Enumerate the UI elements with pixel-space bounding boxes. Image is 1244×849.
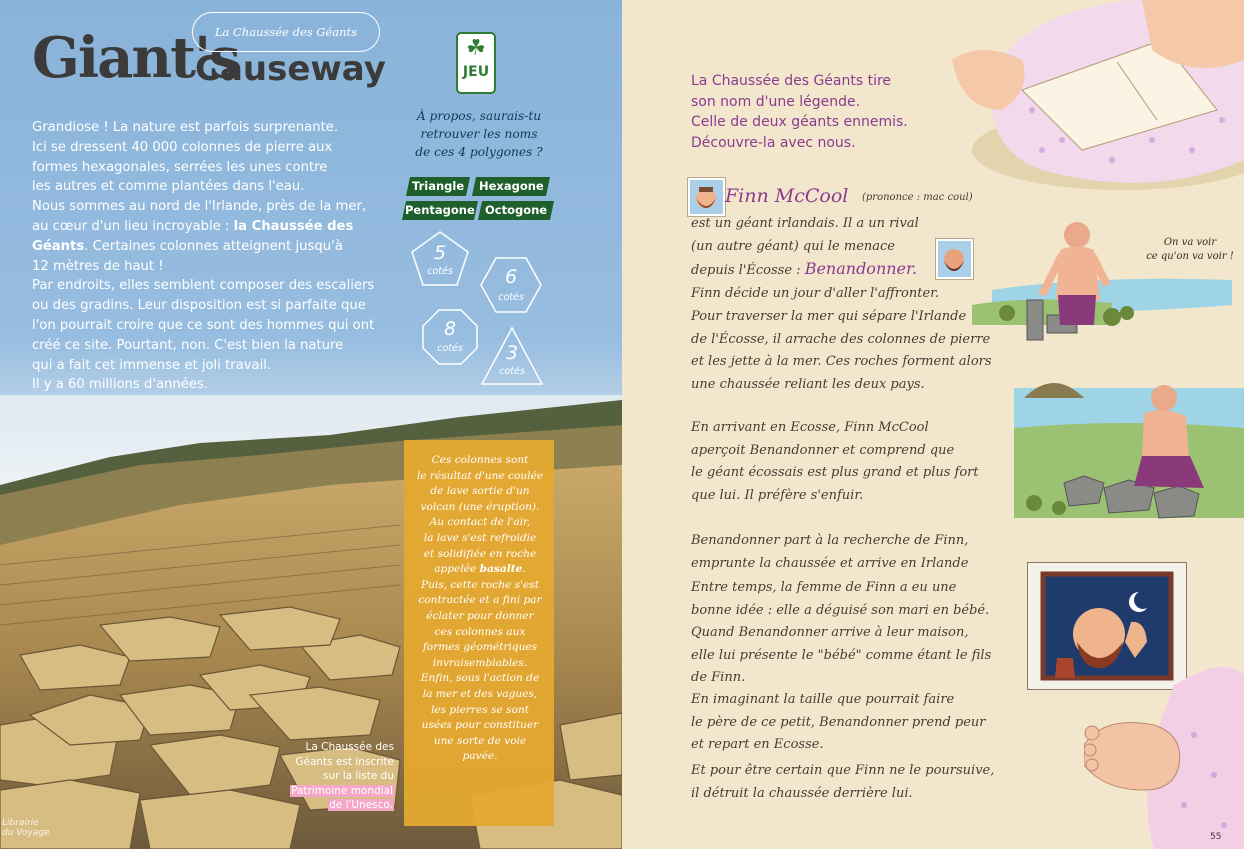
text-line: est un géant irlandais. Il a un rival [691,216,919,231]
caption-line: sur la liste du [322,770,394,782]
text-line: En arrivant en Ecosse, Finn McCool [691,420,929,435]
text-line: bonne idée : elle a déguisé son mari en bébé. [691,602,990,618]
paragraph-7 [691,760,994,805]
text-line: Et pour être certain que Finn ne le poursuive, [691,763,995,778]
box-line: de lave sortie d'un [430,485,530,498]
text-line: (un autre géant) qui le menace [691,238,895,254]
text-line: depuis l'Écosse : [691,263,805,278]
game-badge [456,32,496,94]
triangle-shape [480,326,544,386]
shape-number: 5 [433,242,447,264]
text-line: Entre temps, la femme de Finn a eu une [691,580,957,595]
text-line: En imaginant la taille que pourrait faire [691,692,955,707]
title-giant: Giant's [32,25,239,91]
intro-line: ou des gradins. Leur disposition est si parfaite que [32,298,366,314]
intro-line: . Certaines colonnes atteignent jusqu'à [84,238,343,254]
intro-line: Ici se dressent 40 000 colonnes de pierre aux [32,139,333,155]
shape-number: 8 [443,318,457,340]
watermark [2,818,50,838]
paragraph-2 [691,306,992,396]
legend-line: Découvre-la avec nous. [691,134,856,151]
text-line: une chaussée reliant les deux pays. [691,376,925,392]
finn-fleeing-illustration [1014,368,1244,533]
box-line: Au contact de l'air, [429,516,531,529]
text-line: il détruit la chaussée derrière lui. [691,785,913,801]
box-line: . [522,563,526,576]
paragraph-3 [691,417,979,507]
shape-label: cotés [427,266,453,277]
finn-intro-paragraph [691,213,939,305]
tag-label: Hexagone [478,179,544,193]
intro-line: Nous sommes au nord de l'Irlande, près de la mer, [32,199,367,215]
basalt-info-text [410,453,550,765]
box-line: formes géométriques [422,641,538,654]
box-line: éclater pour donner [426,609,534,622]
box-line: Puis, cette roche s'est [420,578,539,591]
text-line: de Finn. [691,670,746,685]
mother-reading-illustration [912,0,1244,200]
caption-highlight: de l'Unesco. [329,799,393,811]
text-line: le géant écossais est plus grand et plus fort [691,465,979,480]
subtitle-bubble: La Chaussée des Géants [192,12,380,52]
pentagon-shape [409,230,471,288]
tag-label: Octogone [484,203,548,217]
question-line: de ces 4 polygones ? [415,145,543,159]
text-line: emprunte la chaussée et arrive en Irlande [691,555,969,571]
box-line: les pierres se sont [430,703,530,716]
intro-bold: la Chaussée des [233,218,354,234]
text-line: le père de ce petit, Benandonner prend peur [691,714,986,730]
text-line: et repart en Ecosse. [691,737,824,752]
text-line: Quand Benandonner arrive à leur maison, [691,625,969,640]
octagon-shape [421,308,479,366]
intro-line: Il y a 60 millions d'années. [32,377,209,393]
legend-line: Celle de deux géants ennemis. [691,114,908,130]
baby-foot-illustration [1084,655,1244,849]
paragraph-5 [691,577,991,690]
box-bold: basalte [479,563,523,576]
intro-text [32,118,402,395]
text-line: Pour traverser la mer qui sépare l'Irlande [691,309,967,324]
legend-line: La Chaussée des Géants tire [691,73,892,89]
finn-throwing-stones-illustration [972,205,1244,350]
watermark-line: du Voyage [2,828,50,838]
box-line: une sorte de voie [433,734,527,747]
text-line: et les jette à la mer. Ces roches forment alors [691,354,992,369]
intro-line: 12 mètres de haut ! [32,258,164,274]
shape-number: 6 [504,266,518,288]
intro-line: créé ce site. Pourtant, non. C'est bien la nature [32,337,344,353]
text-line: Finn décide un jour d'aller l'affronter. [691,285,940,301]
intro-line: l'on pourrait croire que ce sont des hommes qui ont [32,317,375,333]
box-line: appelée [434,563,480,576]
tag-label: Triangle [411,179,465,193]
shape-label: cotés [499,366,525,377]
question-line: À propos, saurais-tu [416,109,542,123]
speech-bubble [1134,236,1244,264]
intro-line: Par endroits, elles semblent composer des escaliers [32,278,375,294]
benandonner-name: Benandonner. [804,259,917,278]
pronunciation: (prononce : mac coul) [862,192,973,203]
tag-label: Pentagone [405,203,475,217]
intro-line: Grandiose ! La nature est parfois surprenante. [32,120,339,135]
finn-name: Finn McCool [725,185,849,207]
text-line: Benandonner part à la recherche de Finn, [691,533,969,548]
intro-line: qui a fait cet immense et joli travail. [32,357,272,373]
legend-intro [691,71,908,153]
game-question [402,107,556,161]
box-line: la lave s'est refroidie [423,531,537,544]
tag-hexagone [472,177,550,196]
box-line: la mer et des vagues, [422,687,538,700]
box-line: ces colonnes aux [434,625,526,638]
finn-portrait [688,178,725,216]
game-label: JEU [462,64,490,80]
caption-line: La Chaussée des [305,741,394,753]
box-line: Ces colonnes sont [431,454,529,466]
right-page [622,0,1244,849]
shape-label: cotés [498,292,524,303]
title-causeway: Causeway [195,49,386,89]
question-line: retrouver les noms [420,127,538,141]
paragraph-6 [691,689,986,757]
shape-label: cotés [437,343,463,354]
caption-highlight: Patrimoine mondial [291,784,393,797]
legend-line: son nom d'une légende. [691,93,861,110]
box-line: pavée. [462,750,498,763]
page-number: 55 [1210,832,1222,842]
watermark-line: Librairie [2,818,39,828]
text-line: aperçoit Benandonner et comprend que [691,442,955,458]
box-line: Enfin, sous l'action de [420,672,540,685]
paragraph-4 [691,530,968,575]
intro-line: les autres et comme plantées dans l'eau. [32,179,305,195]
text-line: elle lui présente le "bébé" comme étant le fils [691,647,992,663]
box-line: invraisemblables. [432,656,528,669]
hexagon-shape [479,256,543,314]
speech-line: ce qu'on va voir ! [1146,251,1234,262]
unesco-caption [290,740,394,813]
shamrock-icon: ☘ [466,36,486,61]
caption-line: Géants est inscrite [295,755,394,768]
benandonner-portrait [936,239,973,279]
box-line: le résultat d'une coulée [416,469,544,482]
tag-octogone [478,201,554,220]
shape-number: 3 [505,342,519,364]
box-line: et solidifiée en roche [423,547,537,560]
intro-bold: Géants [32,238,85,254]
intro-line: au cœur d'un lieu incroyable : [32,218,234,234]
text-line: que lui. Il préfère s'enfuir. [691,487,864,503]
box-line: contractée et a fini par [418,594,542,607]
tag-pentagone [402,201,478,220]
intro-line: formes hexagonales, serrées les unes contre [32,159,328,175]
speech-line: On va voir [1163,237,1217,248]
box-line: usées pour constituer [421,719,539,732]
box-line: volcan (une éruption). [420,500,540,513]
text-line: de l'Écosse, il arrache des colonnes de pierre [691,331,991,347]
tag-triangle [406,177,470,196]
